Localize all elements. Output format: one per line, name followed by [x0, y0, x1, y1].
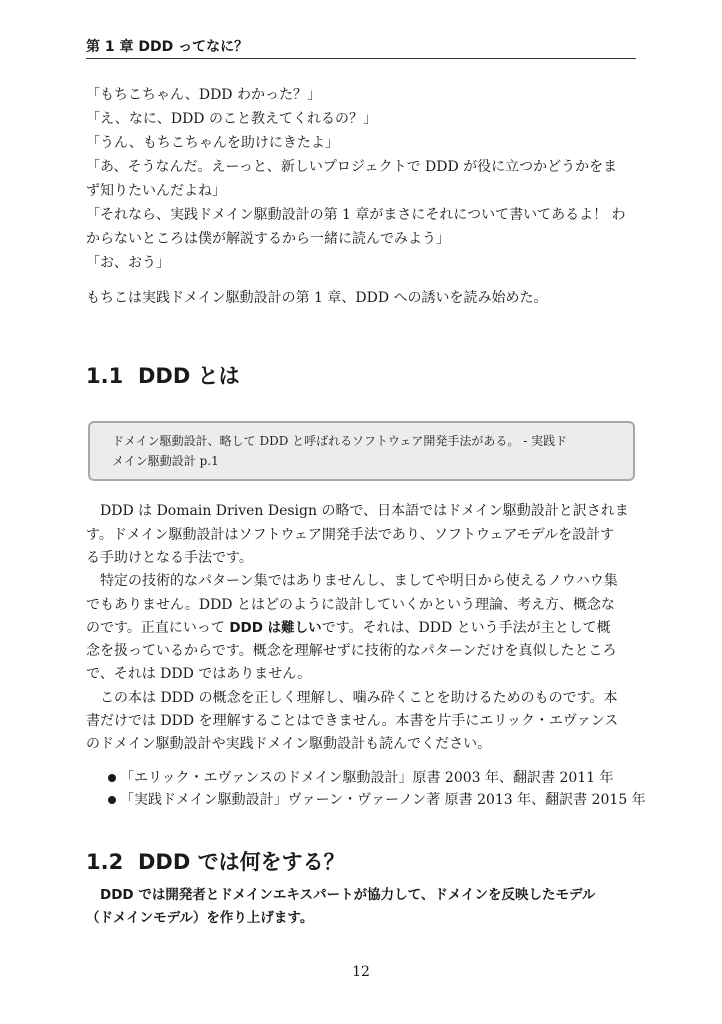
narration: もちこは実践ドメイン駆動設計の第 1 章、DDD への誘いを読み始めた。 [86, 290, 548, 306]
dialogue-line: 「もちこちゃん、DDD わかった？」 [86, 87, 321, 103]
body-line: のドメイン駆動設計や実践ドメイン駆動設計も読んでください。 [86, 736, 492, 752]
list-item: 「エリック・エヴァンスのドメイン駆動設計」原書 2003 年、翻訳書 2011 年 [120, 770, 614, 786]
body-line [86, 619, 611, 638]
body-text: です。それは、DDD という手法が主として概 [321, 620, 611, 636]
bullet-icon [108, 774, 116, 782]
bullet-icon [108, 796, 116, 804]
dialogue-line: ず知りたいんだよね」 [86, 183, 226, 199]
section-heading-1-1 [86, 363, 240, 389]
body-line: 特定の技術的なパターン集ではありませんし、ましてや明日から使えるノウハウ集 [100, 573, 618, 589]
body-line: す。ドメイン駆動設計はソフトウェア開発手法であり、ソフトウェアモデルを設計す [86, 527, 615, 543]
body-line [86, 909, 313, 928]
emphasis-text: DDD では開発者とドメインエキスパートが協力して、ドメインを反映したモデル [100, 887, 596, 903]
dialogue-line: 「それなら、実践ドメイン駆動設計の第 1 章がまさにそれについて書いてあるよ！ わ [86, 207, 626, 223]
body-text: のです。正直にいって [86, 620, 230, 636]
dialogue-line: からないところは僕が解説するから一緒に読んでみよう」 [86, 231, 450, 247]
body-line: 書だけでは DDD を理解することはできません。本書を片手にエリック・エヴァンス [86, 713, 619, 729]
list-item: 「実践ドメイン駆動設計」ヴァーン・ヴァーノン著 原書 2013 年、翻訳書 2015 年 [120, 792, 646, 808]
quote-line: メイン駆動設計 p.1 [112, 454, 219, 468]
body-line: DDD は Domain Driven Design の略で、日本語ではドメイン駆動設計と訳されま [100, 503, 629, 519]
running-head: 第 1 章 DDD ってなに？ [86, 39, 249, 55]
header-rule [86, 58, 636, 59]
section-title: DDD では何をする？ [138, 850, 345, 874]
body-line: でもありません。DDD とはどのように設計していくかという理論、考え方、概念な [86, 597, 615, 613]
dialogue-line: 「お、おう」 [86, 255, 170, 271]
section-number: 1.2 [86, 850, 124, 874]
body-line: 念を扱っているからです。概念を理解せずに技術的なパターンだけを真似したところ [86, 643, 617, 659]
section-heading-1-2 [86, 849, 345, 875]
emphasis-text: （ドメインモデル）を作り上げます。 [86, 910, 314, 926]
quote-line: ドメイン駆動設計、略して DDD と呼ばれるソフトウェア開発手法がある。 - 実践ド [112, 434, 568, 448]
dialogue-line: 「え、なに、DDD のこと教えてくれるの？」 [86, 111, 377, 127]
body-line [100, 886, 595, 905]
dialogue-line: 「あ、そうなんだ。えーっと、新しいプロジェクトで DDD が役に立つかどうかをま [86, 159, 618, 175]
body-line: この本は DDD の概念を正しく理解し、噛み砕くことを助けるためのものです。本 [100, 690, 618, 706]
body-line: る手助けとなる手法です。 [86, 550, 253, 566]
quote-box [88, 421, 635, 481]
section-title: DDD とは [138, 364, 240, 388]
dialogue-line: 「うん、もちこちゃんを助けにきたよ」 [86, 135, 339, 151]
body-line: で、それは DDD ではありません。 [86, 666, 312, 682]
page-number: 12 [352, 964, 370, 980]
section-number: 1.1 [86, 364, 124, 388]
emphasis-text: DDD は難しい [229, 620, 322, 636]
